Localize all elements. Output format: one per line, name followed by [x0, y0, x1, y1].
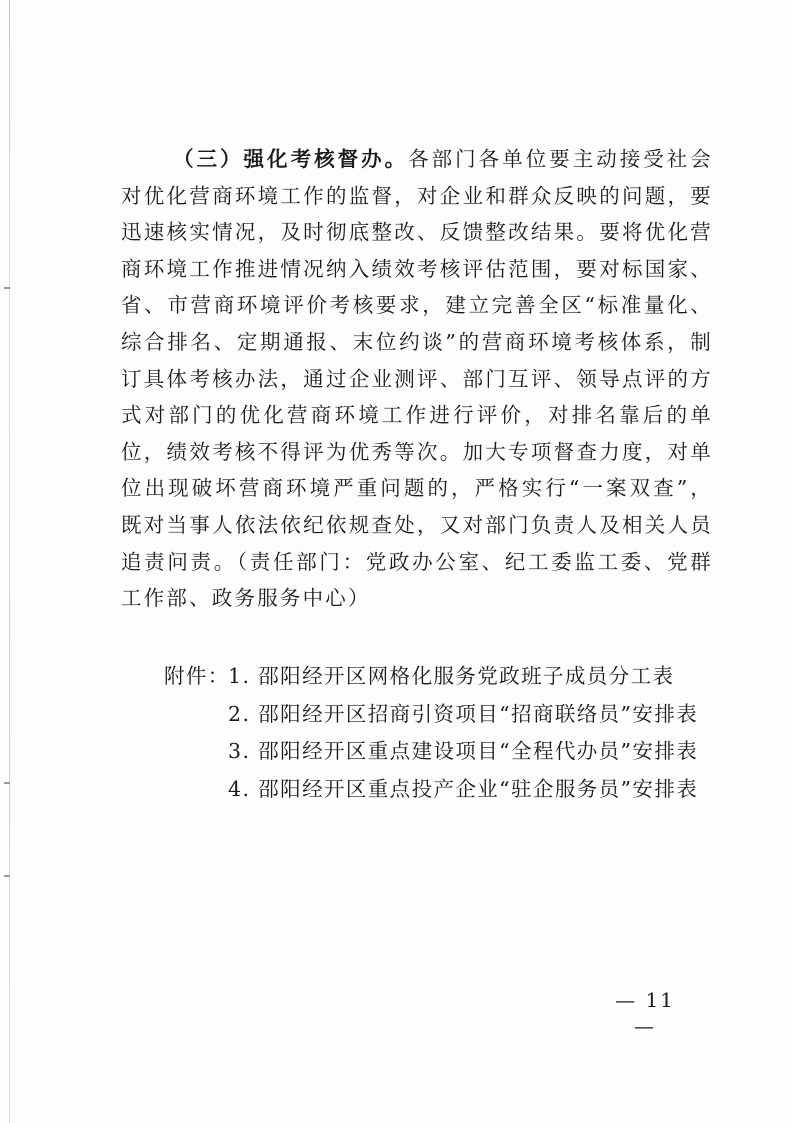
attachment-label: 附件： [164, 664, 230, 688]
scan-edge-mark [4, 782, 10, 784]
attachment-item [164, 658, 724, 696]
scan-edge-mark [4, 287, 10, 289]
attachment-item [164, 771, 724, 809]
page-number: — 11 — [615, 988, 675, 1038]
attachment-item-text: 2. 邵阳经开区招商引资项目“招商联络员”安排表 [228, 701, 699, 726]
attachment-list [164, 658, 724, 808]
section-heading: （三）强化考核督办。 [173, 147, 409, 171]
section-body: 各部门各单位要主动接受社会对优化营商环境工作的监督，对企业和群众反映的问题，要迅速核实情况，及时彻底整改、反馈整改结果。要将优化营商环境工作推进情况纳入绩效考核评估范围，要对标国家、省、市营商环境评价考核要求，建立完善全区“标准量化、综合排名、定期通报、末位约谈”的营商环境考核体系，制订具体考核办法，通过企业测评、部门互评、领导点评的方式对部门的优化营商环境工作进行评价，对排名靠后的单位，绩效考核不得评为优秀等次。加大专项督查力度，对单位出现破坏营商环境严重问题的，严格实行“一案双查”，既对当事人依法依纪依规查处，又对部门负责人及相关人员追责问责。（责任部门：党政办公室、纪工委监工委、党群工作部、政务服务中心） [121, 147, 713, 611]
scan-edge-mark [4, 875, 10, 877]
attachment-item [164, 733, 724, 771]
section-paragraph [121, 141, 713, 617]
attachment-item-text: 1. 邵阳经开区网格化服务党政班子成员分工表 [228, 664, 675, 688]
attachment-item [164, 696, 724, 734]
attachment-item-text: 4. 邵阳经开区重点投产企业“驻企服务员”安排表 [228, 776, 699, 801]
scan-edge-line [9, 0, 10, 1123]
attachment-item-text: 3. 邵阳经开区重点建设项目“全程代办员”安排表 [228, 739, 699, 763]
